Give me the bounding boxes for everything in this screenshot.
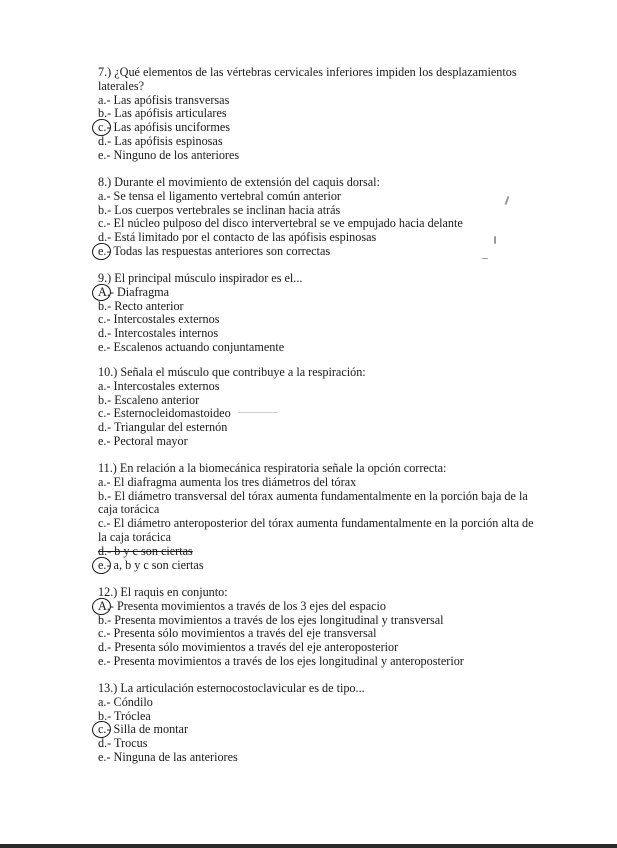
question-11 <box>98 462 538 572</box>
answer-option: b.- El diámetro transversal del tórax aumenta fundamentalmente en la porción baja de la caja torácica <box>98 488 528 517</box>
scan-speck <box>494 236 496 244</box>
answer-option-circled: A.- Presenta movimientos a través de los 3 ejes del espacio <box>98 600 538 614</box>
answer-option: b.- Tróclea <box>98 708 151 723</box>
question-7 <box>98 66 538 163</box>
question-title: 13.) La articulación esternocostoclavicular es de tipo... <box>98 681 365 695</box>
scan-bottom-edge <box>0 844 617 848</box>
answer-option: d.- Está limitado por el contacto de las apófisis espinosas <box>98 230 377 245</box>
answer-option: a.- Intercostales externos <box>98 378 220 393</box>
answer-option-circled: c.- Silla de montar <box>98 723 538 737</box>
answer-option: b.- Los cuerpos vertebrales se inclinan hacia atrás <box>98 202 341 217</box>
answer-option: a.- Se tensa el ligamento vertebral común anterior <box>98 188 341 203</box>
answer-option: b.- Recto anterior <box>98 298 184 313</box>
answer-option: c.- El diámetro anteroposterior del tórax aumenta fundamentalmente en la porción alta de la caja torácica <box>98 516 534 544</box>
question-title: 12.) El raquis en conjunto: <box>98 585 228 599</box>
answer-option: e.- Pectoral mayor <box>98 433 188 448</box>
question-8 <box>98 176 538 259</box>
question-title: 7.) ¿Qué elementos de las vértebras cervicales inferiores impiden los desplazamientos laterales? <box>98 65 517 93</box>
question-title: 11.) En relación a la biomecánica respiratoria señale la opción correcta: <box>98 461 447 475</box>
question-9 <box>98 272 538 355</box>
answer-option: d.- Presenta sólo movimientos a través del eje anteroposterior <box>98 640 399 655</box>
question-title: 8.) Durante el movimiento de extensión del caquis dorsal: <box>98 175 380 189</box>
answer-option: d.- Triangular del esternón <box>98 420 228 435</box>
answer-option-circled: A.- Diafragma <box>98 286 538 300</box>
answer-option: c.- Presenta sólo movimientos a través del eje transversal <box>98 626 377 641</box>
answer-option: a.- El diafragma aumenta los tres diámetros del tórax <box>98 474 357 489</box>
answer-option: d.- Trocus <box>98 736 148 751</box>
answer-option: e.- Escalenos actuando conjuntamente <box>98 339 285 354</box>
scan-speck <box>238 412 278 413</box>
answer-option-circled: e.- a, b y c son ciertas <box>98 559 538 573</box>
answer-option-circled: c.- Las apófisis unciformes <box>98 121 538 135</box>
question-title: 9.) El principal músculo inspirador es el... <box>98 271 303 285</box>
question-10 <box>98 366 538 449</box>
answer-option: d.- Intercostales internos <box>98 326 219 341</box>
question-title: 10.) Señala el músculo que contribuye a la respiración: <box>98 365 366 379</box>
answer-option-struck: d.- b y c son ciertas <box>98 543 193 558</box>
answer-option: e.- Ninguna de las anteriores <box>98 749 238 764</box>
scan-speck <box>482 258 488 259</box>
answer-option: a.- Las apófisis transversas <box>98 92 230 107</box>
answer-option: b.- Presenta movimientos a través de los ejes longitudinal y transversal <box>98 612 444 627</box>
answer-option: a.- Cóndilo <box>98 694 153 709</box>
answer-option: e.- Presenta movimientos a través de los ejes longitudinal y anteroposterior <box>98 653 464 668</box>
answer-option: c.- Esternocleidomastoideo <box>98 406 231 421</box>
question-12 <box>98 586 538 669</box>
answer-option: b.- Escaleno anterior <box>98 392 200 407</box>
answer-option: c.- El núcleo pulposo del disco intervertebral se ve empujado hacia delante <box>98 216 463 231</box>
answer-option: d.- Las apófisis espinosas <box>98 133 223 148</box>
answer-option-circled: e.- Todas las respuestas anteriores son correctas <box>98 245 538 259</box>
answer-option: b.- Las apófisis articulares <box>98 106 227 121</box>
answer-option: e.- Ninguno de los anteriores <box>98 147 240 162</box>
question-13 <box>98 682 538 765</box>
answer-option: c.- Intercostales externos <box>98 312 220 327</box>
